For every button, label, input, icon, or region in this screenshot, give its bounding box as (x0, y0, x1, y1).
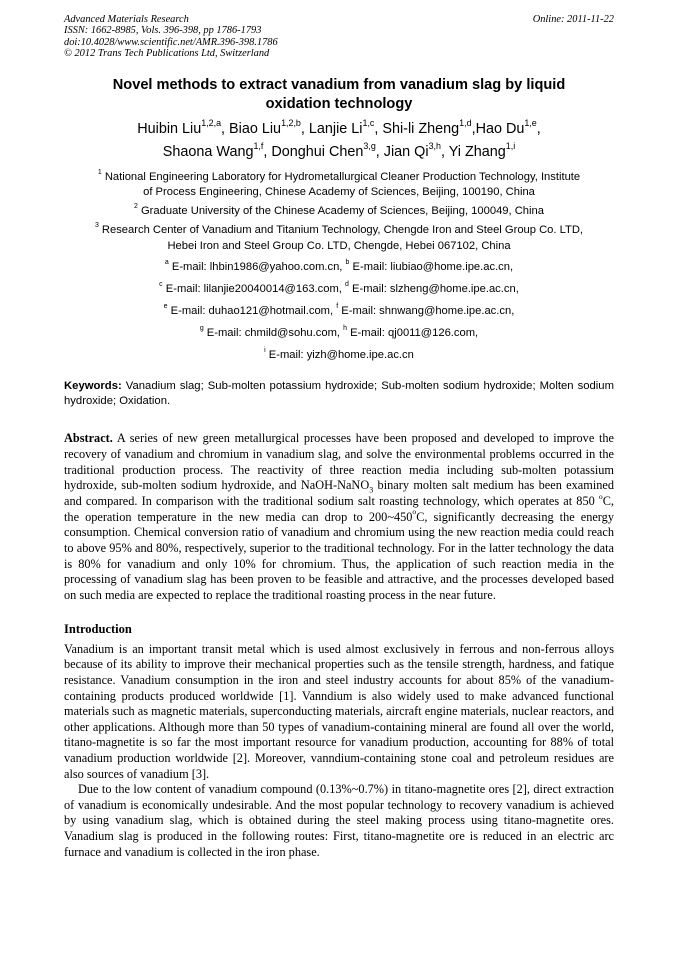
author-name: Hao Du (475, 120, 525, 137)
abstract-subscript: 3 (369, 485, 374, 495)
affiliation-text: National Engineering Laboratory for Hydrometallurgical Cleaner Production Technology, Institute (104, 170, 581, 183)
keywords-label: Keywords: (64, 380, 122, 393)
affiliation-text: of Process Engineering, Chinese Academy of Sciences, Beijing, 100190, China (143, 186, 535, 199)
author-affil-sup: 3,g (363, 140, 376, 151)
title-line-2: oxidation technology (265, 95, 413, 112)
author-line-2 (64, 141, 614, 164)
email-sup: g (199, 325, 204, 333)
abstract-text: C, the operation temperature in the new media can drop to 200~450 (64, 493, 614, 524)
email-text: E-mail: yizh@home.ipe.ac.cn (268, 349, 414, 362)
affiliation-number: 3 (94, 222, 99, 230)
email-sup: a (164, 259, 169, 267)
email-sup: f (336, 303, 339, 311)
journal-header (64, 14, 614, 60)
paragraph: Vanadium is an important transit metal which is used almost exclusively in ferrous and non-ferrous alloys because of its ability to improve their mechanical properties such as the tensile strength, hardness, and fatique resistance. Vanadium consumption in the iron and steel industry accounts for about 85% of the vanadium-containing products produced worldwide [1]. Vanndium is also widely used to make advanced functional materials such as magnetic materials, superconducting materials, aircraft engine materials, nuclear reactors, and other applications. Although more than 50 types of vanadium-containing mineral are found all over the world, titano-magnetite is so far the most important resource for vanadium production, accounting for 88% of total vanadium production worldwide [2]. Moreover, vanndium-containing stone coal and petroleum residues are also sources of vanadium [3]. (64, 641, 614, 781)
author-separator: , (374, 120, 383, 137)
email-text: E-mail: shnwang@home.ipe.ac.cn, (341, 305, 515, 318)
author-separator: , (221, 120, 230, 137)
keywords-text: Vanadium slag; Sub-molten potassium hydroxide; Sub-molten sodium hydroxide; Molten sodium hydroxide; Oxidation. (64, 380, 614, 408)
author-affil-sup: 1,c (362, 117, 375, 128)
email-text: E-mail: chmild@sohu.com, (206, 327, 344, 340)
email-sup: h (343, 325, 347, 333)
affiliation-text: Hebei Iron and Steel Group Co. LTD, Chengde, Hebei 067102, China (167, 239, 511, 252)
author-name: Shaona Wang (162, 143, 254, 160)
email-sup: i (264, 347, 266, 355)
email-text: E-mail: liubiao@home.ipe.ac.cn, (352, 261, 514, 274)
author-affil-sup: 1,2,b (281, 117, 301, 128)
email-line (64, 282, 614, 297)
author-affil-sup: 1,d (459, 117, 472, 128)
email-sup: d (345, 281, 349, 289)
issn-line: ISSN: 1662-8985, Vols. 396-398, pp 1786-1793 (64, 25, 262, 37)
author-affil-sup: 3,h (428, 140, 441, 151)
author-separator: , (263, 143, 272, 160)
email-line (64, 348, 614, 363)
degree-sup: o (598, 491, 603, 501)
email-text: E-mail: lhbin1986@yahoo.com.cn, (171, 261, 346, 274)
author-list (64, 118, 614, 164)
online-date: Online: 2011-11-22 (532, 14, 614, 25)
doi-line: doi:10.4028/www.scientific.net/AMR.396-398.1786 (64, 36, 278, 48)
author-name: Yi Zhang (448, 143, 506, 160)
author-name: Jian Qi (383, 143, 429, 160)
affiliation-1 (64, 170, 614, 201)
author-affil-sup: 1,f (253, 140, 264, 151)
email-text: E-mail: lilanjie20040014@163.com, (165, 283, 346, 296)
author-affil-sup: 1,e (524, 117, 537, 128)
email-text: E-mail: slzheng@home.ipe.ac.cn, (352, 283, 519, 296)
author-affil-sup: 1,2,a (201, 117, 222, 128)
email-line (64, 304, 614, 319)
author-separator: , (440, 143, 449, 160)
email-line (64, 326, 614, 341)
affiliation-text: Graduate University of the Chinese Academy of Sciences, Beijing, 100049, China (140, 204, 544, 217)
keywords (64, 379, 614, 409)
abstract-text: A series of new green metallurgical processes have been proposed and developed to improve the recovery of vanadium and chromium in vanadium slag, and solve the environmental problems occurred in the traditional production process. The reactivity of three reaction media including sub-molten potassium hydroxide, sub-molten sodium hydroxide, and NaOH-NaNO (64, 431, 614, 493)
affiliation-text: Research Center of Vanadium and Titanium Technology, Chengde Iron and Steel Group Co. LTD, (101, 224, 584, 237)
author-line-1 (64, 118, 614, 141)
author-separator: , (300, 120, 309, 137)
abstract-label: Abstract. (64, 431, 113, 446)
abstract-text: binary molten salt medium has been examined and compared. In comparison with the traditional sodium salt roasting technology, which operates at 850 (64, 478, 614, 508)
author-separator: , (375, 143, 384, 160)
section-heading: Introduction (64, 621, 132, 636)
copyright-line: © 2012 Trans Tech Publications Ltd, Switzerland (64, 48, 270, 60)
email-text: E-mail: duhao121@hotmail.com, (170, 305, 337, 318)
author-name: Lanjie Li (308, 120, 363, 137)
email-line (64, 260, 614, 275)
affiliation-3 (64, 223, 614, 254)
affiliation-2 (64, 204, 614, 220)
affiliation-number: 2 (134, 202, 138, 210)
email-sup: e (163, 303, 168, 311)
journal-name: Advanced Materials Research (64, 14, 189, 25)
degree-sup: o (412, 507, 417, 517)
abstract-text: C, significantly decreasing the energy consumption. Chemical conversion ratio of vanadium and chromium using the new reaction media could reach to above 95% and 80%, respectively, superior to the traditional technology. For in the latter technology the data is 80% for vanadium and only 10% for chromium. Thus, the application of such reaction media in the processing of vanadium slag has been proven to be feasible and attractive, and the processes developed based on such media are expected to replace the traditional roasting process in the near future. (64, 509, 614, 603)
paragraph: Due to the low content of vanadium compound (0.13%~0.7%) in titano-magnetite ores [2], direct extraction of vanadium is economically undesirable. And the most popular technology to recovery vanadium is achieved by using vanadium slag, which is obtained during the steel making process using titano-magnetite ores. Vanadium slag is produced in the following routes: First, titano-magnetite ore is reduced in an electric arc furnace and vanadium is collected in the iron phase. (64, 782, 614, 859)
author-affil-sup: 1,i (505, 140, 516, 151)
email-sup: b (345, 259, 350, 267)
title-line-1: Novel methods to extract vanadium from vanadium slag by liquid (112, 76, 566, 93)
author-name: Donghui Chen (271, 143, 364, 160)
email-sup: c (159, 281, 163, 289)
paper-page (64, 14, 614, 860)
email-text: E-mail: qj0011@126.com, (350, 327, 479, 340)
abstract (64, 431, 614, 604)
author-separator: , (471, 120, 476, 137)
author-name: Huibin Liu (137, 120, 202, 137)
affiliation-number: 1 (97, 168, 102, 176)
author-name: Shi-li Zheng (382, 120, 460, 137)
author-name: Biao Liu (229, 120, 282, 137)
paper-title (64, 76, 614, 114)
author-separator: , (536, 120, 541, 137)
